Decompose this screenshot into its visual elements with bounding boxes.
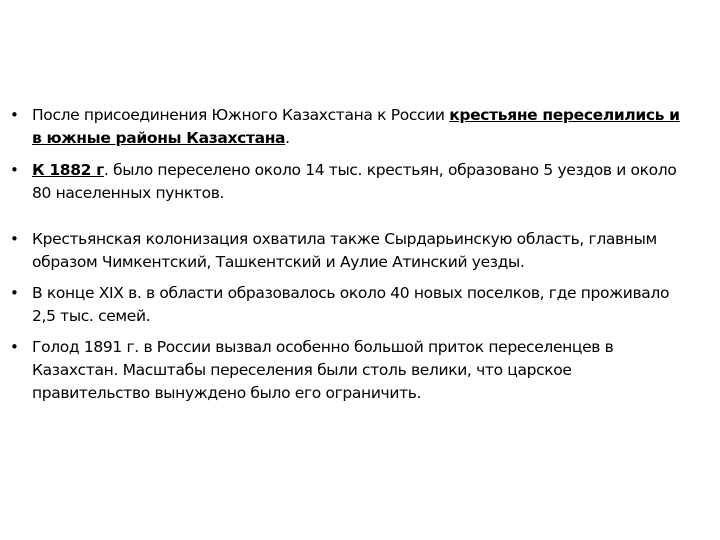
bullet-list — [8, 104, 688, 405]
bullet-icon: • — [10, 284, 19, 302]
emphasis-text: К 1882 г — [32, 161, 104, 179]
bullet-text: . было переселено около 14 тыс. крестьян, образовано 5 уездов и около 80 населенных пунктов. — [32, 161, 677, 202]
bullet-text: В конце XIX в. в области образовалось около 40 новых поселков, где проживало 2,5 тыс. семей. — [32, 284, 670, 325]
bullet-item — [8, 282, 688, 328]
bullet-item — [8, 159, 688, 205]
bullet-item — [8, 104, 688, 150]
bullet-text: . — [285, 129, 290, 147]
bullet-item — [8, 228, 688, 274]
bullet-icon: • — [10, 338, 19, 356]
bullet-item — [8, 336, 688, 405]
bullet-icon: • — [10, 230, 19, 248]
bullet-text: После присоединения Южного Казахстана к России — [32, 106, 450, 124]
bullet-icon: • — [10, 106, 19, 124]
bullet-icon: • — [10, 161, 19, 179]
emphasis-text: крестьяне переселились и в южные районы Казахстана — [32, 106, 680, 147]
bullet-text: Крестьянская колонизация охватила также Сырдарьинскую область, главным образом Чимкентский, Ташкентский и Аулие Атинский уезды. — [32, 230, 657, 271]
bullet-text: Голод 1891 г. в России вызвал особенно большой приток переселенцев в Казахстан. Масштабы переселения были столь велики, что царское правительство вынуждено было его ограничить. — [32, 338, 614, 402]
